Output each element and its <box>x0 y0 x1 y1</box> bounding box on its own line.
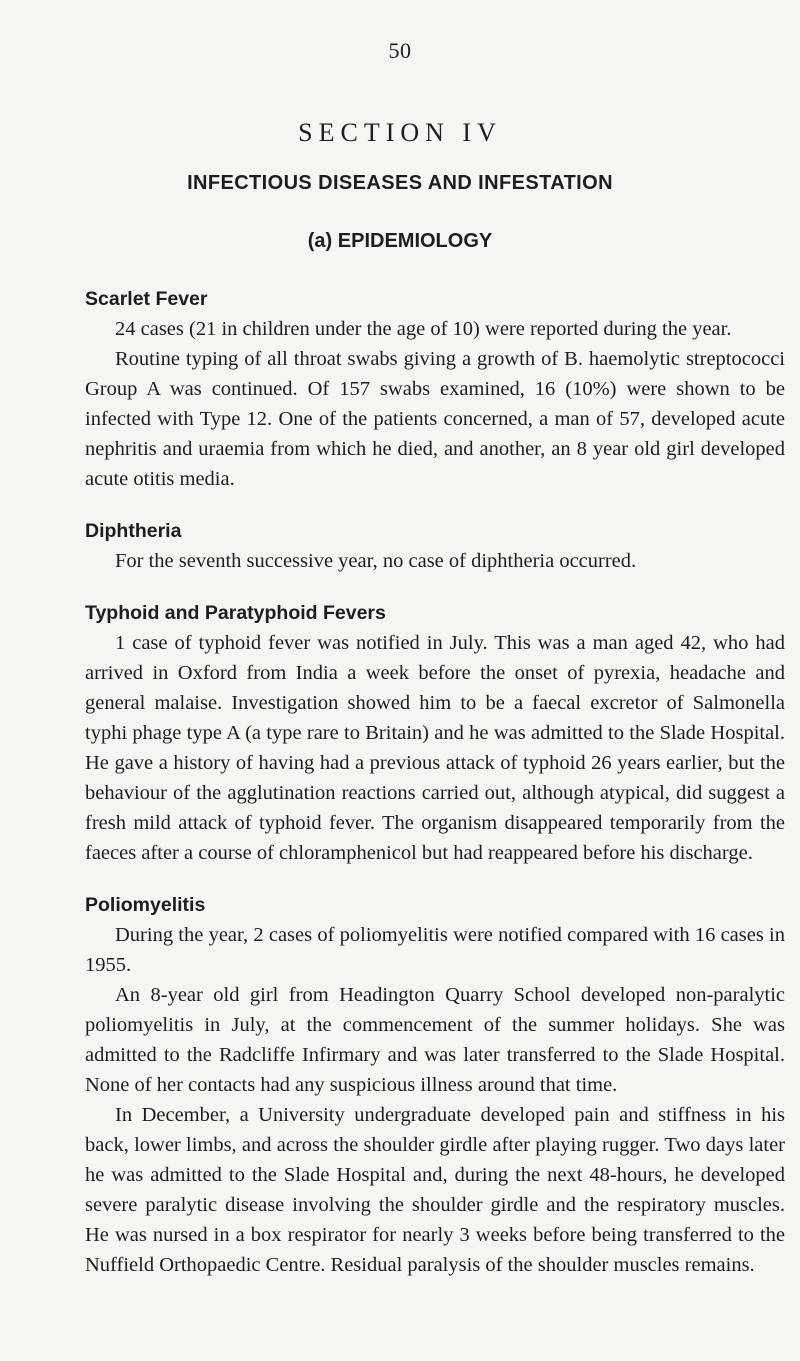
main-heading: INFECTIOUS DISEASES AND INFESTATION <box>187 172 613 194</box>
paragraph: 1 case of typhoid fever was notified in July. This was a man aged 42, who had arrived in Oxford from India a week before the onset of pyrexia, headache and general malaise. Investigation showed him to be a faecal excretor of Salmonella typhi phage type A (a type rare to Britain) and he was admitted to the Slade Hospital. He gave a history of having had a previous attack of typhoid 26 years earlier, but the behaviour of the agglutination reactions carried out, although atypical, did suggest a fresh mild attack of typhoid fever. The organism disappeared temporarily from the faeces after a course of chloramphenicol but had reappeared before his discharge. <box>85 632 785 864</box>
scarlet-fever-section <box>85 284 785 494</box>
typhoid-section <box>85 598 785 868</box>
page-number: 50 <box>388 38 412 63</box>
paragraph: During the year, 2 cases of poliomyelitis were notified compared with 16 cases in 1955. <box>85 924 785 976</box>
diphtheria-heading: Diphtheria <box>85 520 182 542</box>
poliomyelitis-section <box>85 890 785 1280</box>
diphtheria-section <box>85 516 785 576</box>
paragraph: For the seventh successive year, no case of diphtheria occurred. <box>115 550 637 572</box>
scarlet-fever-heading: Scarlet Fever <box>85 288 208 310</box>
document-body <box>85 284 785 1302</box>
paragraph: Routine typing of all throat swabs giving a growth of B. haemolytic streptococci Group A was continued. Of 157 swabs examined, 16 (10%) were shown to be infected with Type 12. One of the patients concerned, a man of 57, developed acute nephritis and uraemia from which he died, and another, an 8 year old girl developed acute otitis media. <box>85 348 785 490</box>
sub-heading: (a) EPIDEMIOLOGY <box>307 230 493 252</box>
section-heading: SECTION IV <box>298 118 502 147</box>
poliomyelitis-heading: Poliomyelitis <box>85 894 206 916</box>
paragraph: 24 cases (21 in children under the age of 10) were reported during the year. <box>115 318 732 340</box>
typhoid-heading: Typhoid and Paratyphoid Fevers <box>85 602 386 624</box>
paragraph: An 8-year old girl from Headington Quarry School developed non-paralytic poliomyelitis in July, at the commencement of the summer holidays. She was admitted to the Radcliffe Infirmary and was later transferred to the Slade Hospital. None of her contacts had any suspicious illness around that time. <box>85 984 785 1096</box>
paragraph: In December, a University undergraduate developed pain and stiffness in his back, lower limbs, and across the shoulder girdle after playing rugger. Two days later he was admitted to the Slade Hospital and, during the next 48-hours, he developed severe paralytic disease involving the shoulder girdle and the respiratory muscles. He was nursed in a box respirator for nearly 3 weeks before being transferred to the Nuffield Orthopaedic Centre. Residual paralysis of the shoulder muscles remains. <box>85 1104 785 1276</box>
